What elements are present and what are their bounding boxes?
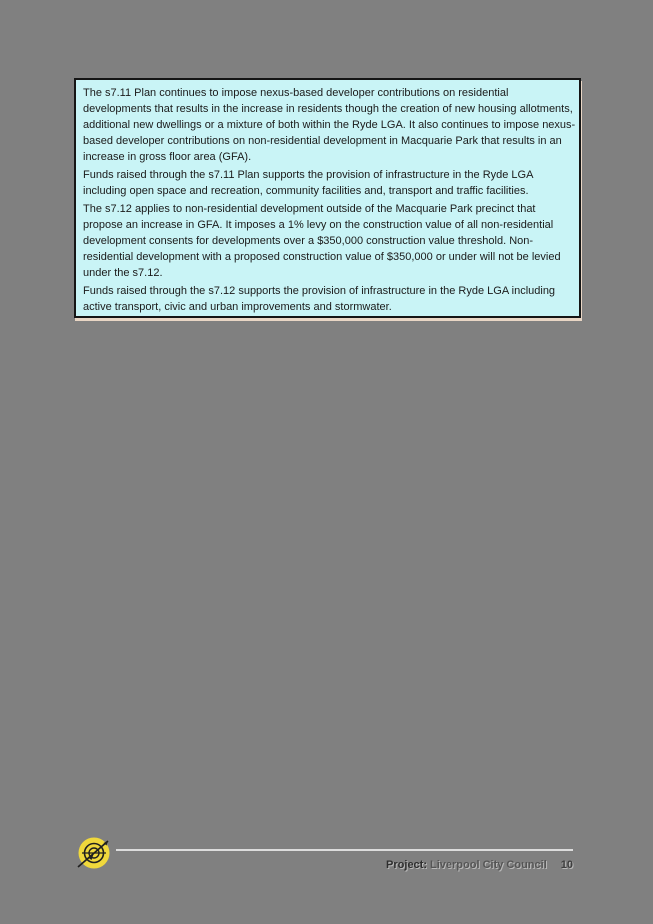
text-line: propose an increase in GFA. It imposes a 1% levy on the construction value of all non-residential [83, 219, 554, 231]
text-line: increase in gross floor area (GFA). [83, 151, 252, 163]
text-line: Funds raised through the s7.12 supports the provision of infrastructure in the Ryde LGA including [83, 285, 556, 297]
footer-divider-line [116, 849, 573, 851]
text-line: The s7.12 applies to non-residential development outside of the Macquarie Park precinct that [83, 203, 536, 215]
text-line: developments that results in the increase in residents though the creation of new housing allotments, [83, 103, 573, 115]
text-line: development consents for developments over a $350,000 construction value threshold. Non- [83, 235, 534, 247]
text-line: residential development with a proposed construction value of $350,000 or under will not be levied [83, 251, 561, 263]
compass-logo-icon [77, 836, 111, 870]
text-line: The s7.11 Plan continues to impose nexus-based developer contributions on residential [83, 87, 509, 99]
text-line: active transport, civic and urban improvements and stormwater. [83, 301, 392, 313]
paragraph [83, 167, 573, 199]
footer-client-name: Liverpool City Council [430, 859, 547, 871]
text-line: under the s7.12. [83, 267, 163, 279]
text-line: including open space and recreation, community facilities and, transport and traffic facilities. [83, 185, 529, 197]
text-line: based developer contributions on non-residential development in Macquarie Park that results in an [83, 135, 562, 147]
footer-project-label: Project: [386, 859, 428, 871]
footer-page-number: 10 [560, 859, 573, 871]
paragraph [83, 201, 573, 281]
footer-text [386, 859, 573, 872]
text-line: Funds raised through the s7.11 Plan supports the provision of infrastructure in the Ryde LGA [83, 169, 534, 181]
info-text-box [74, 78, 581, 318]
text-line: additional new dwellings or a mixture of both within the Ryde LGA. It also continues to impose nexus- [83, 119, 576, 131]
paragraph [83, 283, 573, 315]
paragraph [83, 85, 576, 165]
